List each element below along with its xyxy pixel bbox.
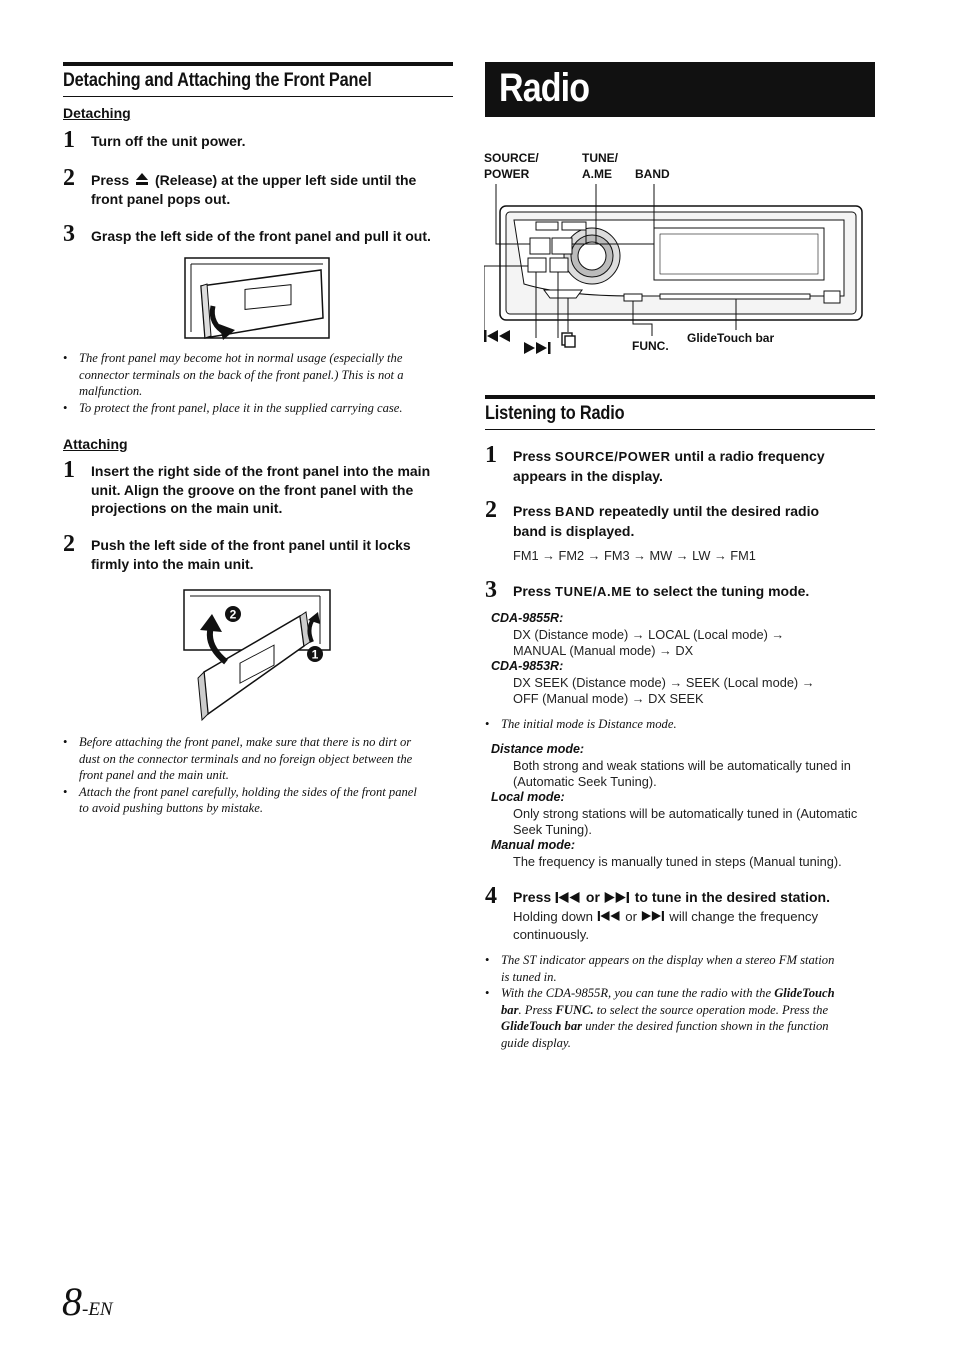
band-label: BAND xyxy=(635,167,670,181)
mode-description: The frequency is manually tuned in steps (Manual tuning). xyxy=(513,854,842,869)
page-number: 8-EN xyxy=(62,1279,113,1324)
step-text: Push the left side of the front panel until it locks firmly into the main unit. xyxy=(91,537,411,572)
tune-ame-label: TUNE/ A.ME xyxy=(582,151,618,181)
source-power-label: SOURCE/ POWER xyxy=(484,151,539,181)
radio-unit-diagram xyxy=(484,184,864,356)
mode-description: Only strong stations will be automatically tuned in (Automatic Seek Tuning). xyxy=(513,806,858,837)
step-number: 3 xyxy=(63,221,75,247)
callout-2-label: 2 xyxy=(229,607,237,622)
section-top-bar xyxy=(63,62,453,66)
func-label: FUNC. xyxy=(632,339,669,353)
step-text: Press TUNE/A.ME to select the tuning mode. xyxy=(513,583,810,599)
model-name: CDA-9855R: xyxy=(491,611,564,625)
note-item: • The initial mode is Distance mode. xyxy=(485,717,677,731)
step-text: Insert the right side of the front panel into the main unit. Align the groove on the front panel with the projections on the main unit. xyxy=(91,463,431,516)
band-sequence: FM1 → FM2 → FM3 → MW → LW → FM1 xyxy=(513,548,756,563)
step-number: 4 xyxy=(485,883,497,909)
step-text: Press BAND repeatedly until the desired radio band is displayed. xyxy=(513,503,820,539)
section-rule xyxy=(485,429,875,430)
note-item: • Before attaching the front panel, make sure that there is no dirt or dust on the connector terminals and no foreign object between the front panel and the main unit. • Attach the front panel carefully, holding the sides of the front panel to avoid pushing buttons by mistake. xyxy=(63,735,417,816)
mode-name: Manual mode: xyxy=(491,838,576,852)
step-text: Turn off the unit power. xyxy=(91,133,246,149)
attach-illustration xyxy=(182,588,332,724)
callout-1-label: 1 xyxy=(311,647,319,662)
glidetouch-label: GlideTouch bar xyxy=(687,331,775,345)
step-text: Press (Release) at the upper left side until the front panel pops out. xyxy=(91,172,417,207)
step-number: 2 xyxy=(63,165,75,191)
step-text: Grasp the left side of the front panel and pull it out. xyxy=(91,228,431,244)
eject-icon xyxy=(135,172,149,186)
prev-track-icon xyxy=(597,911,622,921)
radio-title: Radio xyxy=(499,66,590,110)
section-title-detach: Detaching and Attaching the Front Panel xyxy=(63,70,372,91)
next-track-icon xyxy=(604,892,631,903)
mode-sequence: DX SEEK (Distance mode) → SEEK (Local mode) → OFF (Manual mode) → DX SEEK xyxy=(513,675,815,706)
step-subtext: Holding down or will change the frequency continuously. xyxy=(513,909,819,942)
note-item: • The front panel may become hot in normal usage (especially the connector terminals on the back of the front panel.) This is not a malfunction. • To protect the front panel, place it in the supplied carrying case. xyxy=(63,351,404,415)
step-number: 1 xyxy=(63,457,75,483)
prev-track-icon xyxy=(484,330,512,342)
step-number: 1 xyxy=(63,127,75,153)
section-rule xyxy=(63,96,453,97)
attaching-heading: Attaching xyxy=(63,436,128,452)
step-number: 1 xyxy=(485,442,497,468)
radio-banner xyxy=(485,62,875,117)
prev-track-icon xyxy=(555,892,582,903)
step-number: 2 xyxy=(485,497,497,523)
mode-description: Both strong and weak stations will be automatically tuned in (Automatic Seek Tuning). xyxy=(513,758,851,789)
section-title-listening: Listening to Radio xyxy=(485,403,625,424)
next-track-icon xyxy=(641,911,666,921)
next-track-icon xyxy=(524,342,552,354)
mode-name: Distance mode: xyxy=(491,742,585,756)
display-mode-icon xyxy=(561,332,577,348)
detach-illustration xyxy=(183,256,333,342)
section-top-bar xyxy=(485,395,875,399)
step-text: Press SOURCE/POWER until a radio frequency appears in the display. xyxy=(513,448,825,484)
mode-sequence: DX (Distance mode) → LOCAL (Local mode) → MANUAL (Manual mode) → DX xyxy=(513,627,785,658)
mode-name: Local mode: xyxy=(491,790,565,804)
step-text: Press or to tune in the desired station. xyxy=(513,889,830,905)
note-item: • The ST indicator appears on the display when a stereo FM station is tuned in. • With the CDA-9855R, you can tune the radio with the GlideTouch bar. Press FUNC. to select the source operation mode. Press the GlideTouch bar under the desired function shown in the function guide display. xyxy=(485,953,835,1050)
step-number: 3 xyxy=(485,577,497,603)
step-number: 2 xyxy=(63,531,75,557)
detaching-heading: Detaching xyxy=(63,105,131,121)
model-name: CDA-9853R: xyxy=(491,659,564,673)
